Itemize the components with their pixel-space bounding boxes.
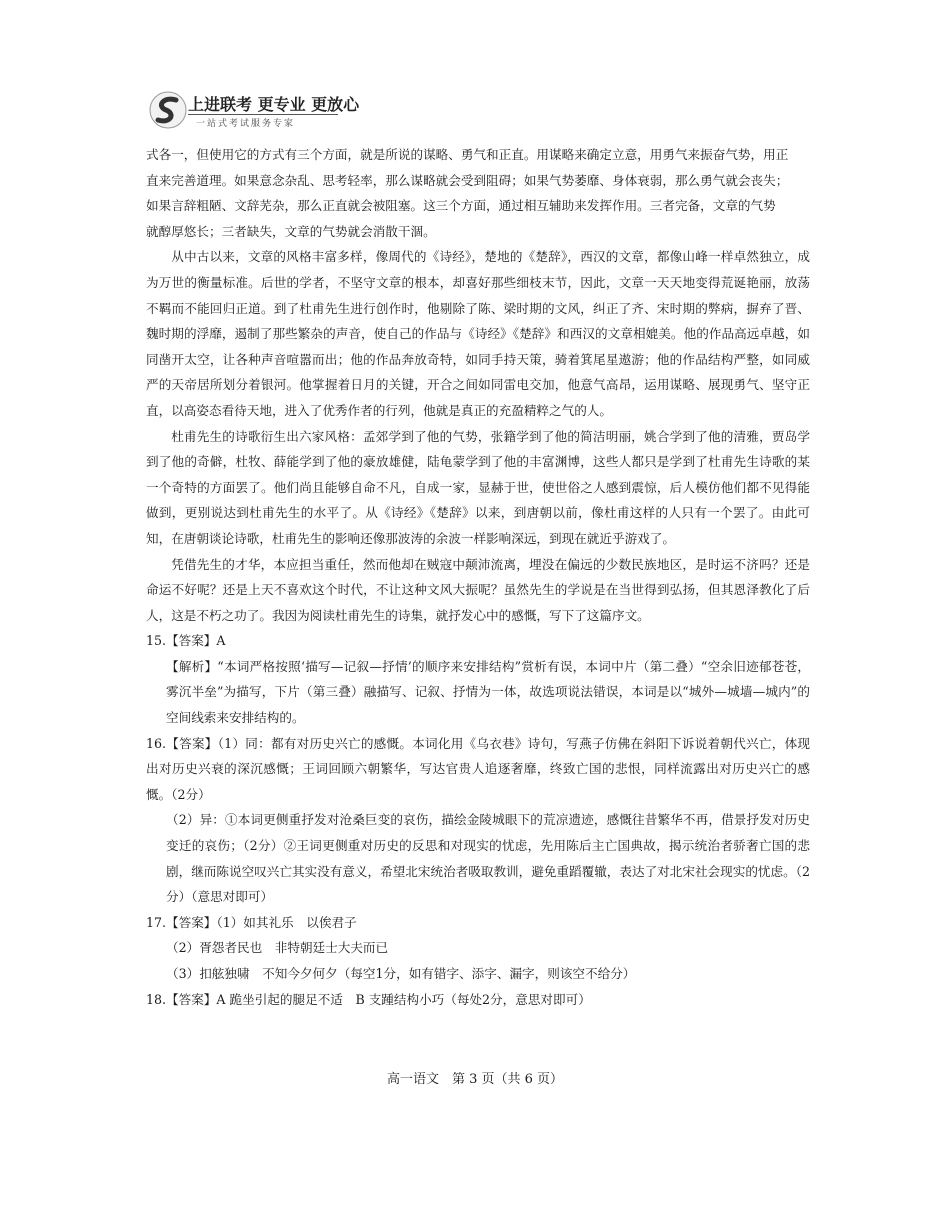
answer-17-label: 17.【答案】（1）如其礼乐 以俟君子 xyxy=(146,914,357,930)
answer-16-part1: （1）同：都有对历史兴亡的感慨。本词化用《乌衣巷》诗句，写燕子仿佛在斜阳下诉说着朝代兴亡，体现出对历史兴衰的深沉感慨；王词回顾六朝繁华，写达官贵人追逐奢靡，终致亡国的悲恨，同样流露出对历史兴亡的感慨。（2分） xyxy=(146,735,810,802)
answer-18-label: 18.【答案】A 跪坐引起的腿足不适 B 支踵结构小巧（每处2分，意思对即可） xyxy=(146,991,591,1007)
header-divider xyxy=(188,114,338,115)
answer-15-analysis: 【解析】“本词严格按照‘描写—记叙—抒情’的顺序来安排结构”赏析有误，本词中片（第二叠）“空余旧迹郁苍苍，雾沉半垒”为描写，下片（第三叠）融描写、记叙、抒情为一体，故选项说法错误，本词是以“城外—城墙—城内”的空间线索来安排结构的。 xyxy=(166,658,810,726)
header xyxy=(148,88,448,134)
answer-16-part2: （2）异：①本词更侧重抒发对沧桑巨变的哀伤，描绘金陵城眼下的荒凉遗迹，感慨往昔繁华不再，借景抒发对历史变迁的哀伤；（2分）②王词更侧重对历史的反思和对现实的忧虑，先用陈后主亡国典故，揭示统治者骄奢亡国的悲剧，继而陈说空叹兴亡其实没有意义，希望北宋统治者吸取教训，避免重蹈覆辙，表达了对北宋社会现实的忧虑。（2分）（意思对即可） xyxy=(166,812,810,905)
passage-line: 式各一，但使用它的方式有三个方面，就是所说的谋略、勇气和正直。用谋略来确定立意，用勇气来振奋气势，用正 xyxy=(146,147,789,162)
passage-line: 如果言辞粗陋、文辞芜杂，那么正直就会被阻塞。这三个方面，通过相互辅助来发挥作用。三者完备，文章的气势 xyxy=(146,198,776,214)
passage-paragraph: 从中古以来，文章的风格丰富多样，像周代的《诗经》，楚地的《楚辞》，西汉的文章，都像山峰一样卓然独立，成为万世的衡量标准。后世的学者，不坚守文章的根本，却喜好那些细枝末节，因此，文章一天天地变得荒诞艳丽，放荡不羁而不能回归正道。到了杜甫先生进行创作时，他剔除了陈、梁时期的文风，纠正了齐、宋时期的弊病，摒弃了晋、魏时期的浮靡，遏制了那些繁杂的声音，使自己的作品与《诗经》《楚辞》和西汉的文章相媲美。他的作品高远卓越，如同凿开太空，让各种声音喧嚣而出；他的作品奔放奇特，如同手持天策，骑着箕尾星遨游；他的作品结构严整，如同威严的天帝居所划分着银河。他掌握着日月的关键，开合之间如同雷电交加，他意气高昂，运用谋略、展现勇气、坚守正直，以高姿态看待天地，进入了优秀作者的行列，他就是真正的充盈精粹之气的人。 xyxy=(146,249,810,418)
page-footer: 高一语文 第 3 页（共 6 页） xyxy=(386,1072,564,1087)
header-tagline: 一站式考试服务专家 xyxy=(196,119,296,129)
passage-paragraph: 杜甫先生的诗歌衍生出六家风格：孟郊学到了他的气势，张籍学到了他的简洁明丽，姚合学到了他的清雅，贾岛学到了他的奇僻，杜牧、薛能学到了他的豪放雄健，陆龟蒙学到了他的丰富渊博，这些人都只是学到了杜甫先生诗歌的某一个奇特的方面罢了。他们尚且能够自命不凡，自成一家，显赫于世，使世俗之人感到震惊，后人模仿他们都不见得能做到，更别说达到杜甫先生的水平了。从《诗经》《楚辞》以来，到唐朝以前，像杜甫这样的人只有一个罢了。由此可知，在唐朝谈论诗歌，杜甫先生的影响还像那波涛的余波一样影响深远，到现在就近乎游戏了。 xyxy=(146,428,810,546)
answer-17-line3: （3）扣舷独啸 不知今夕何夕（每空1分，如有错字、添字、漏字，则该空不给分） xyxy=(166,966,636,981)
passage-line: 直来完善道理。如果意念杂乱、思考轻率，那么谋略就会受到阻碍；如果气势萎靡、身体衰弱，那么勇气就会丧失； xyxy=(146,172,789,188)
brand-s-swirl-icon xyxy=(148,90,188,130)
header-slogan: 上进联考 更专业 更放心 xyxy=(188,95,360,114)
passage-paragraph: 凭借先生的才华，本应担当重任，然而他却在贼寇中颠沛流离，埋没在偏远的少数民族地区，是时运不济吗？还是命运不好呢？还是上天不喜欢这个时代，不让这种文风大振呢？虽然先生的学说是在当世得到弘扬，但其恩泽教化了后人，这是不朽之功了。我因为阅读杜甫先生的诗集，就抒发心中的感慨，写下了这篇序文。 xyxy=(146,556,810,623)
answer-15-label: 15.【答案】A xyxy=(146,633,226,649)
answer-16-label: 16.【答案】 xyxy=(146,735,218,751)
answer-17-line2: （2）胥怨者民也 非特朝廷士大夫而已 xyxy=(166,940,389,956)
answer-16-block xyxy=(146,731,810,808)
passage-line: 就醇厚悠长；三者缺失，文章的气势就会消散干涸。 xyxy=(146,223,436,239)
page-content xyxy=(146,142,810,1012)
